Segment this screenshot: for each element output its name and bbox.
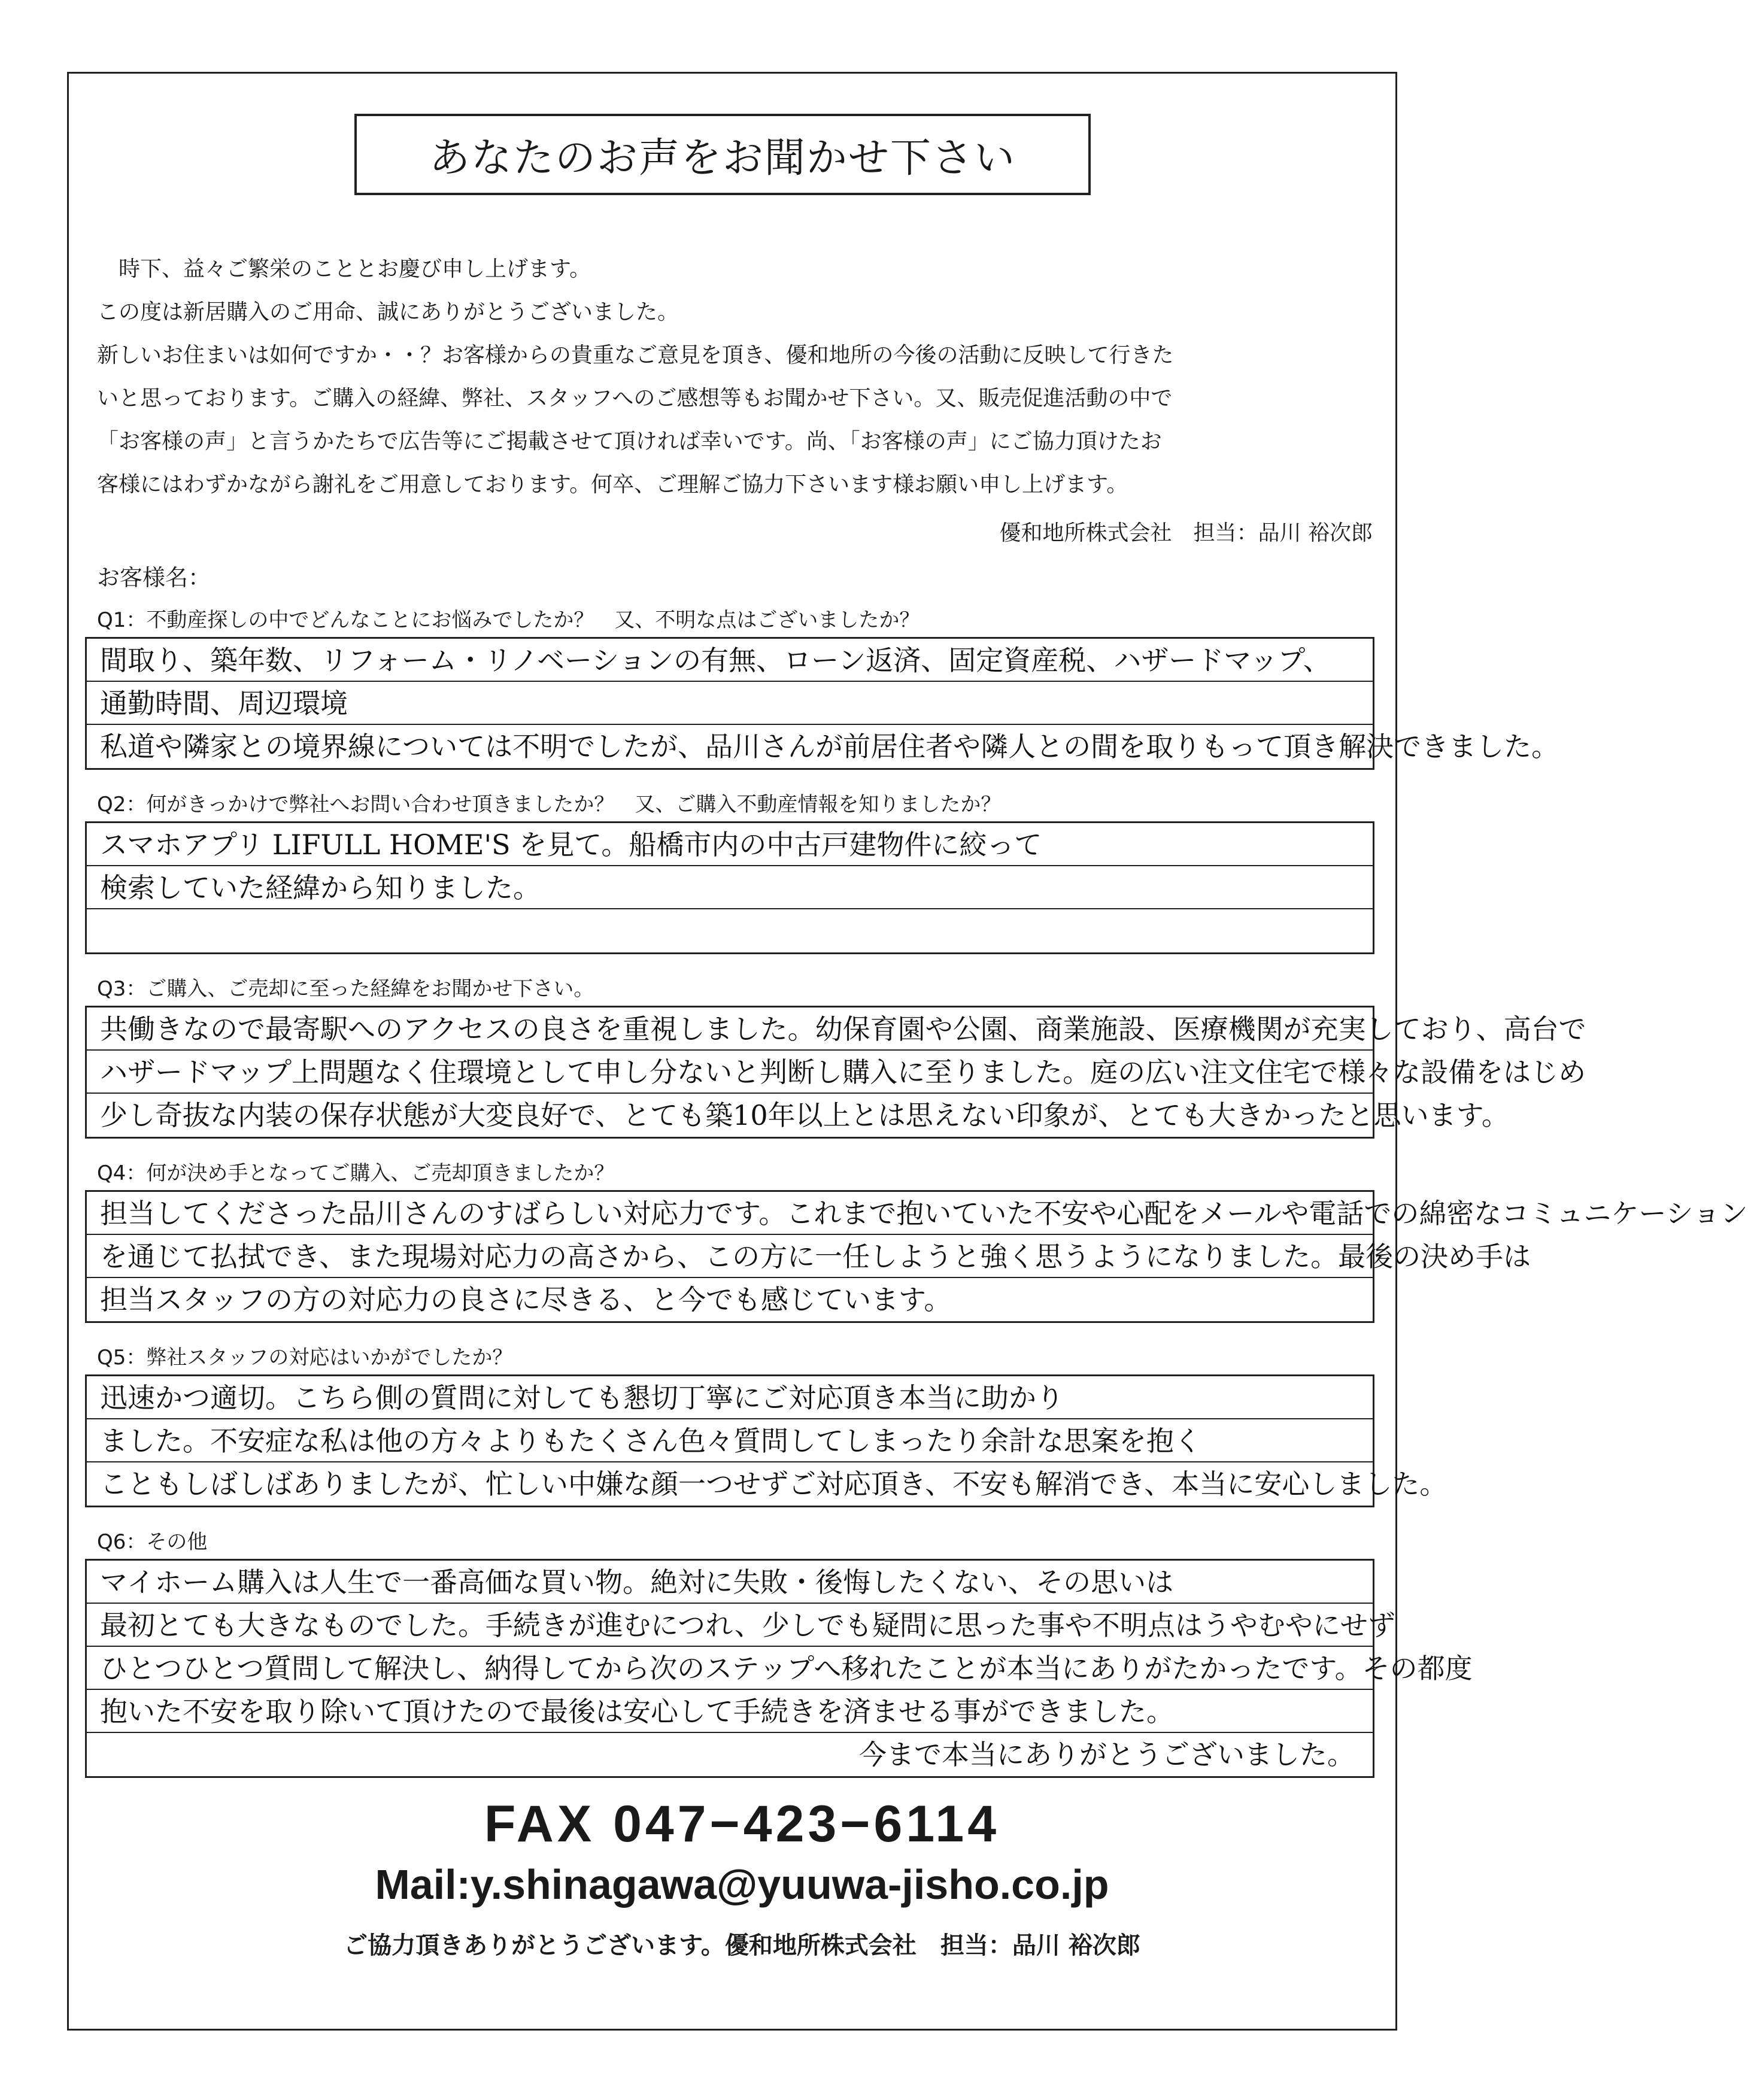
intro-line: 客様にはわずかながら謝礼をご用意しております。何卒、ご理解ご協力下さいます様お願い申し上げます。 [97, 472, 1128, 497]
answer-line: 今まで本当にありがとうございました。 [859, 1738, 1355, 1771]
answer-line: マイホーム購入は人生で一番高価な買い物。絶対に失敗・後悔したくない、その思いは [87, 1561, 1373, 1604]
answer-line: 担当スタッフの方の対応力の良さに尽きる、と今でも感じています。 [100, 1283, 952, 1316]
answer-line: こともしばしばありましたが、忙しい中嫌な顔一つせずご対応頂き、不安も解消でき、本当に安心しました。 [100, 1468, 1447, 1500]
answer-line: スマホアプリ LIFULL HOME'S を見て。船橋市内の中古戸建物件に絞って [87, 823, 1373, 866]
answer-6-box [85, 1559, 1473, 1778]
page-title: あなたのお声をお聞かせ下さい [354, 114, 1091, 195]
intro-line: この度は新居購入のご用命、誠にありがとうございました。 [97, 300, 679, 324]
question-5-label: Q5：弊社スタッフの対応はいかがでしたか？ [97, 1346, 513, 1370]
email-address: Mail:y.shinagawa@yuuwa-jisho.co.jp [375, 1861, 1109, 1908]
answer-line: 少し奇抜な内装の保存状態が大変良好で、とても築10年以上とは思えない印象が、とても大きかったと思います。 [100, 1099, 1509, 1131]
intro-line: 「お客様の声」と言うかたちで広告等にご掲載させて頂ければ幸いです。尚、「お客様の声」にご協力頂けたお [97, 429, 1162, 454]
answer-2-box [85, 821, 1374, 954]
answer-line: 検索していた経緯から知りました。 [87, 866, 1373, 909]
answer-line: ハザードマップ上問題なく住環境として申し分ないと判断し購入に至りました。庭の広い注文住宅で様々な設備をはじめ [87, 1051, 1373, 1094]
answer-line: ました。不安症な私は他の方々よりもたくさん色々質問してしまったり余計な思案を抱く [87, 1419, 1373, 1462]
answer-1-box [85, 637, 1559, 770]
answer-line: 担当してくださった品川さんのすばらしい対応力です。これまで抱いていた不安や心配をメールや電話での綿密なコミュニケーション [87, 1192, 1373, 1235]
answer-line [87, 909, 1373, 952]
answer-line: 間取り、築年数、リフォーム・リノベーションの有無、ローン返済、固定資産税、ハザードマップ、 [87, 639, 1373, 682]
company-contact: 優和地所株式会社 担当：品川 裕次郎 [999, 521, 1373, 545]
footer-thanks: ご協力頂きありがとうございます。優和地所株式会社 担当：品川 裕次郎 [344, 1932, 1140, 1959]
question-1-label: Q1：不動産探しの中でどんなことにお悩みでしたか？ 又、不明な点はございましたか？ [97, 608, 920, 632]
answer-line: 共働きなので最寄駅へのアクセスの良さを重視しました。幼保育園や公園、商業施設、医療機関が充実しており、高台で [87, 1007, 1373, 1051]
answer-3-box [85, 1006, 1586, 1139]
intro-line: 時下、益々ご繁栄のこととお慶び申し上げます。 [119, 257, 591, 281]
answer-5-box [85, 1374, 1447, 1507]
answer-line: 通勤時間、周辺環境 [87, 682, 1373, 725]
customer-name-label: お客様名： [97, 565, 211, 591]
question-3-label: Q3：ご購入、ご売却に至った経緯をお聞かせ下さい。 [97, 977, 594, 1001]
answer-line: 迅速かつ適切。こちら側の質問に対しても懇切丁寧にご対応頂き本当に助かり [87, 1376, 1373, 1419]
answer-line: ひとつひとつ質問して解決し、納得してから次のステップへ移れたことが本当にありがたかったです。その都度 [87, 1647, 1373, 1690]
question-6-label: Q6：その他 [97, 1530, 208, 1554]
fax-number: FAX 047−423−6114 [484, 1795, 1000, 1853]
answer-line: 私道や隣家との境界線については不明でしたが、品川さんが前居住者や隣人との間を取りもって頂き解決できました。 [100, 730, 1559, 763]
intro-line: いと思っております。ご購入の経緯、弊社、スタッフへのご感想等もお聞かせ下さい。又、販売促進活動の中で [97, 386, 1173, 411]
answer-4-box [85, 1190, 1748, 1323]
answer-line: を通じて払拭でき、また現場対応力の高さから、この方に一任しようと強く思うようになりました。最後の決め手は [87, 1235, 1373, 1278]
intro-line: 新しいお住まいは如何ですか・・？お客様からの貴重なご意見を頂き、優和地所の今後の活動に反映して行きた [97, 343, 1174, 368]
question-4-label: Q4：何が決め手となってご購入、ご売却頂きましたか？ [97, 1161, 615, 1185]
answer-line: 抱いた不安を取り除いて頂けたので最後は安心して手続きを済ませる事ができました。 [87, 1690, 1373, 1733]
answer-line: 最初とても大きなものでした。手続きが進むにつれ、少しでも疑問に思った事や不明点はうやむやにせず [87, 1604, 1373, 1647]
question-2-label: Q2：何がきっかけで弊社へお問い合わせ頂きましたか？ 又、ご購入不動産情報を知りましたか？ [97, 793, 1002, 817]
intro-text [97, 248, 1378, 506]
